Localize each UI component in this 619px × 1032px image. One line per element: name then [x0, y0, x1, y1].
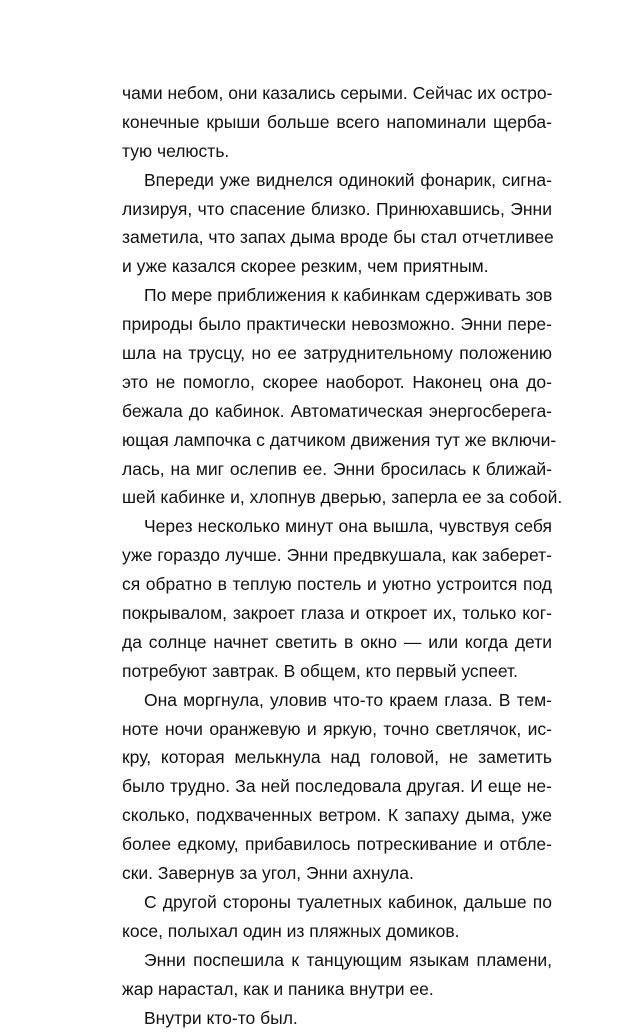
text-line: конечные крыши больше всего напоминали щерба- — [122, 108, 552, 137]
text-line: Она моргнула, уловив что-то краем глаза. В тем- — [122, 686, 552, 715]
text-line: кру, которая мелькнула над головой, не заметить — [122, 743, 552, 772]
text-line: было трудно. За ней последовала другая. И еще не- — [122, 772, 552, 801]
text-line: По мере приближения к кабинкам сдерживать зов — [122, 281, 552, 310]
text-line: Внутри кто-то был. — [122, 1004, 552, 1032]
text-line: тую челюсть. — [122, 137, 552, 166]
text-line: Впереди уже виднелся одинокий фонарик, сигна- — [122, 166, 552, 195]
text-line: бежала до кабинок. Автоматическая энергосберега- — [122, 397, 552, 426]
text-line: сколько, подхваченных ветром. К запаху дыма, уже — [122, 801, 552, 830]
text-line: жар нарастал, как и паника внутри ее. — [122, 975, 552, 1004]
body-text — [122, 79, 552, 1032]
text-line: и уже казался скорее резким, чем приятным. — [122, 252, 552, 281]
text-line: ющая лампочка с датчиком движения тут же включи- — [122, 426, 552, 455]
text-line: чами небом, они казались серыми. Сейчас их остро- — [122, 79, 552, 108]
text-line: ски. Завернув за угол, Энни ахнула. — [122, 859, 552, 888]
text-line: Энни поспешила к танцующим языкам пламени, — [122, 946, 552, 975]
text-line: это не помогло, скорее наоборот. Наконец она до- — [122, 368, 552, 397]
text-line: С другой стороны туалетных кабинок, дальше по — [122, 888, 552, 917]
text-line: Через несколько минут она вышла, чувствуя себя — [122, 512, 552, 541]
text-line: лась, на миг ослепив ее. Энни бросилась к ближай- — [122, 455, 552, 484]
text-line: ноте ночи оранжевую и яркую, точно светлячок, ис- — [122, 715, 552, 744]
text-line: косе, полыхал один из пляжных домиков. — [122, 917, 552, 946]
text-line: уже гораздо лучше. Энни предвкушала, как заберет- — [122, 541, 552, 570]
text-line: покрывалом, закроет глаза и откроет их, только ког- — [122, 599, 552, 628]
text-line: да солнце начнет светить в окно — или когда дети — [122, 628, 552, 657]
text-line: потребуют завтрак. В общем, кто первый успеет. — [122, 657, 552, 686]
text-line: более едкому, прибавилось потрескивание и отбле- — [122, 830, 552, 859]
text-line: природы было практически невозможно. Энни пере- — [122, 310, 552, 339]
text-line: заметила, что запах дыма вроде бы стал отчетливее — [122, 223, 552, 252]
text-line: лизируя, что спасение близко. Принюхавшись, Энни — [122, 195, 552, 224]
text-line: шла на трусцу, но ее затруднительному положению — [122, 339, 552, 368]
text-line: ся обратно в теплую постель и уютно устроится под — [122, 570, 552, 599]
text-line: шей кабинке и, хлопнув дверью, заперла ее за собой. — [122, 483, 552, 512]
